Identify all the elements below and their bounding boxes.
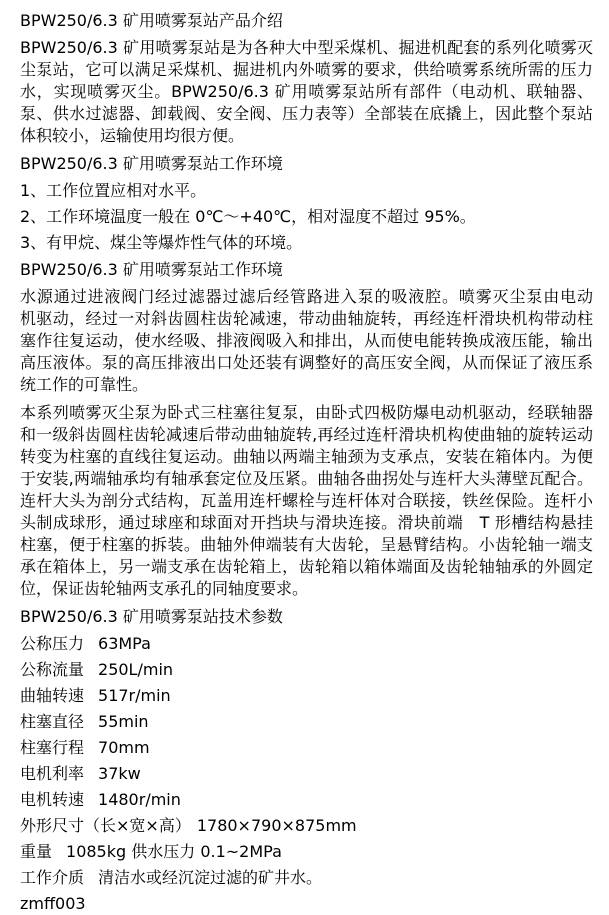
working-principle-heading: BPW250/6.3 矿用喷雾泵站工作环境 bbox=[20, 260, 283, 279]
param-row-weight-supply-pressure bbox=[20, 841, 593, 863]
param-row-plunger-diameter bbox=[20, 711, 593, 733]
env-item-1: 1、工作位置应相对水平。 bbox=[20, 181, 207, 200]
param-label: 曲轴转速 bbox=[20, 686, 85, 705]
param-row-plunger-stroke bbox=[20, 737, 593, 759]
param-value: 清洁水或经沉淀过滤的矿井水。 bbox=[98, 868, 323, 887]
param-label: 重量 bbox=[20, 842, 53, 861]
param-value: 70mm bbox=[98, 738, 150, 757]
param-label: 工作介质 bbox=[20, 868, 85, 887]
param-value: 517r/min bbox=[98, 686, 171, 705]
param-value: 55min bbox=[98, 712, 149, 731]
param-value: 37kw bbox=[98, 764, 141, 783]
param-label: 柱塞直径 bbox=[20, 712, 85, 731]
param-label: 电机利率 bbox=[20, 764, 85, 783]
param-row-nominal-flow bbox=[20, 659, 593, 681]
working-principle-paragraph: 水源通过进液阀门经过滤器过滤后经管路进入泵的吸液腔。喷雾灭尘泵由电动 机驱动，经过一对斜齿圆柱齿轮减速，带动曲轴旋转，再经连杆滑块机构带动柱塞作往复运动，使水经吸、排液阀吸入和排出，从而使电能转换成液压能，输出高压液体。泵的高压排液出口处还装有调整好的高压安全阀，从而保证了液压系统工作的可靠性。 bbox=[20, 287, 609, 394]
product-intro-paragraph: BPW250/6.3 矿用喷雾泵站是为各种大中型采煤机、掘进机配套的系列化喷雾灭尘泵站，它可以满足采煤机、掘进机内外喷雾的要求，供给喷雾系统所需的压力水，实现喷雾灭尘。BPW250/6.3 矿用喷雾泵站所有部件（电动机、联轴器、泵、供水过滤器、卸载阀、安全阀、压力表等）全部装在底撬上，因此整个泵站体积较小，运输使用均很方便。 bbox=[20, 38, 593, 145]
param-label: 外形尺寸（长×宽×高） bbox=[20, 816, 191, 835]
param-row-working-medium bbox=[20, 867, 593, 889]
tech-params-heading: BPW250/6.3 矿用喷雾泵站技术参数 bbox=[20, 607, 283, 626]
param-value: 250L/min bbox=[98, 660, 174, 679]
param-row-motor-power bbox=[20, 763, 593, 785]
param-row-nominal-pressure bbox=[20, 633, 593, 655]
env-item-3: 3、有甲烷、煤尘等爆炸性气体的环境。 bbox=[20, 233, 303, 252]
pump-structure-paragraph: 本系列喷雾灭尘泵为卧式三柱塞往复泵，由卧式四极防爆电动机驱动，经联轴器和一级斜齿圆柱齿轮减速后带动曲轴旋转,再经过连杆滑块机构使曲轴的旋转运动转变为柱塞的直线往复运动。曲轴以两端主轴颈为支承点，安装在箱体内。为便于安装,两端轴承均有轴承套定位及压紧。曲轴各曲拐处与连杆大头薄壁瓦配合。连杆大头为剖分式结构，瓦盖用连杆螺栓与连杆体对合联接，铁丝保险。连杆小头制成球形，通过球座和球面对开挡块与滑块连接。滑块前端 T 形槽结构悬挂柱塞，便于柱塞的拆装。曲轴外伸端装有大齿轮，呈悬臂结构。小齿轮轴一端支承在箱体上，另一端支承在齿轮箱上，齿轮箱以箱体端面及齿轮轴轴承的外圆定位，保证齿轮轴两支承孔的同轴度要求。 bbox=[20, 403, 593, 598]
footer-code: zmff003 bbox=[20, 894, 86, 913]
product-intro-heading: BPW250/6.3 矿用喷雾泵站产品介绍 bbox=[20, 11, 283, 30]
param-row-crankshaft-speed bbox=[20, 685, 593, 707]
param-row-motor-speed bbox=[20, 789, 593, 811]
param-row-dimensions bbox=[20, 815, 593, 837]
work-environment-heading: BPW250/6.3 矿用喷雾泵站工作环境 bbox=[20, 154, 283, 173]
param-value: 1780×790×875mm bbox=[196, 816, 357, 835]
param-value: 63MPa bbox=[98, 634, 151, 653]
param-value: 1085kg 供水压力 0.1~2MPa bbox=[66, 842, 282, 861]
param-label: 公称压力 bbox=[20, 634, 85, 653]
param-value: 1480r/min bbox=[98, 790, 181, 809]
param-label: 电机转速 bbox=[20, 790, 85, 809]
param-label: 公称流量 bbox=[20, 660, 85, 679]
env-item-2: 2、工作环境温度一般在 0℃～+40℃，相对湿度不超过 95%。 bbox=[20, 207, 476, 226]
param-label: 柱塞行程 bbox=[20, 738, 85, 757]
